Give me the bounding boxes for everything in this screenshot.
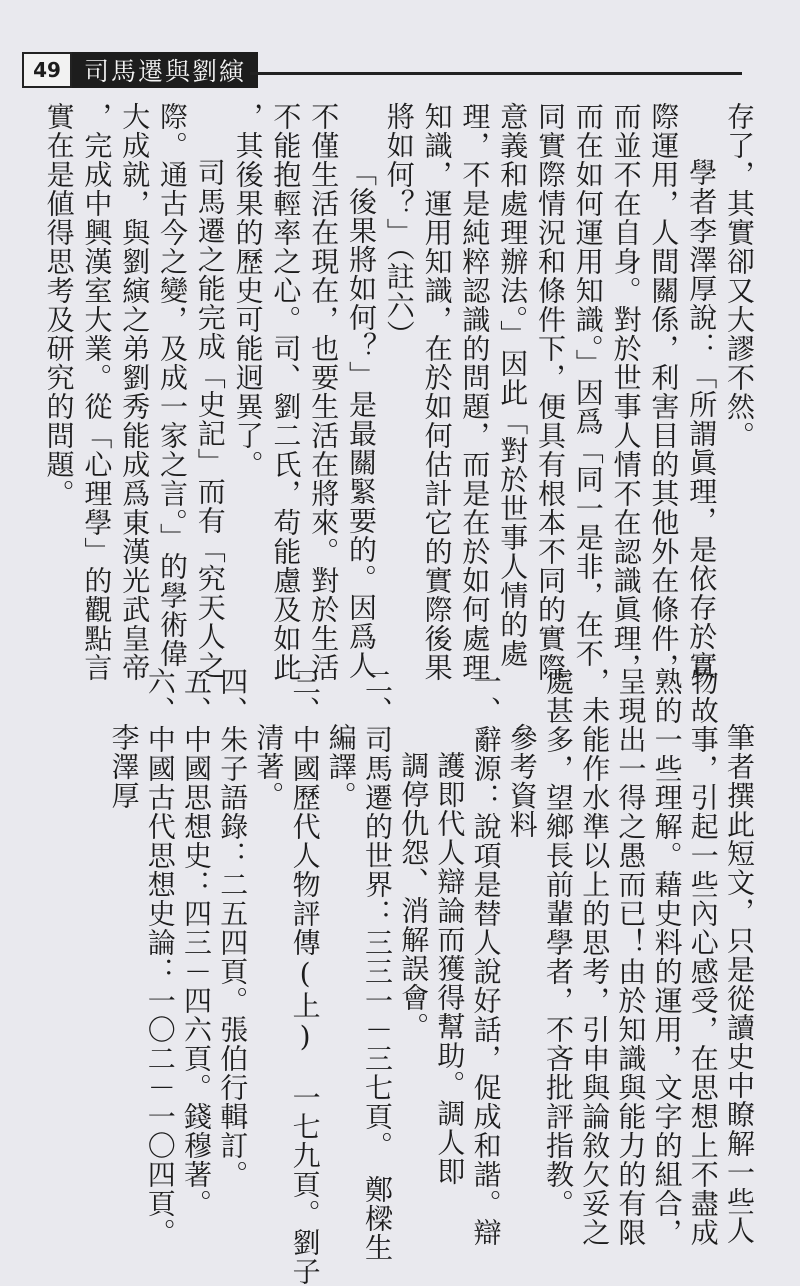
body-text-column: 實在是値得思考及研究的問題。: [42, 102, 76, 508]
body-text-column: 「後果將如何？」是最關緊要的。因爲人: [345, 158, 378, 680]
body-text-column: 存了，其實卻又大謬不然。: [723, 102, 756, 450]
body-text-column: 學者李澤厚說：「所謂眞理，是依存於實: [685, 158, 719, 680]
body-text-column: 同實際情況和條件下，便具有根本不同的實際: [534, 102, 567, 682]
reference-text-column: 調停仇怨、消解誤會。: [397, 751, 431, 1041]
reference-text-column: 李澤厚: [107, 723, 141, 810]
body-text-column: 司馬遷之能完成「史記」而有「究天人之: [193, 158, 227, 680]
reference-text-column: 物故事，引起一些內心感受，在思想上不盡成: [686, 667, 720, 1247]
page-header: [22, 52, 258, 88]
body-text-column: 將如何？」（註六）: [382, 102, 416, 349]
body-text-column: 不能抱輕率之心。司、劉二氏，苟能慮及如此: [269, 102, 303, 682]
body-text-column: 際。通古今之變，及成一家之言。」的學術偉: [156, 102, 189, 668]
reference-text-column: 一、辭源：說項是替人說好話，促成和諧。辯: [469, 667, 503, 1247]
running-title: 司馬遷與劉縯: [72, 52, 258, 88]
reference-text-column: 處甚多，望鄉長前輩學者，不吝批評指教。: [542, 667, 575, 1218]
body-text-column: 理，不是純粹認識的問題，而是在於如何處理: [458, 102, 492, 682]
body-text-column: 而並不在自身。對於世事人情不在認識眞理，: [609, 102, 643, 682]
reference-text-column: 四、朱子語錄：二五四頁。張伯行輯訂。: [216, 667, 250, 1189]
body-text-column: ，完成中興漢室大業。從「心理學」的觀點言: [80, 102, 114, 682]
body-text-column: 而在如何運用知識。」因爲「同一是非，在不: [571, 102, 605, 668]
page-number: 49: [22, 52, 72, 88]
reference-text-column: 五、中國思想史：四三－四六頁。錢穆著。: [180, 667, 213, 1218]
reference-text-column: 護即代人辯論而獲得幫助。調人即: [433, 751, 467, 1186]
reference-text-column: 清著。: [252, 723, 286, 810]
reference-text-column: 二、司馬遷的世界：三三一－三七頁。 鄭樑生: [361, 667, 394, 1262]
header-rule: [250, 72, 742, 75]
body-text-column: 意義和處理辦法。」因此「對於世事人情的處: [496, 102, 530, 668]
reference-text-column: 三、中國歷代人物評傳(上) 一七九頁。劉子: [288, 667, 322, 1286]
reference-text-column: 參考資料: [505, 723, 539, 839]
reference-text-column: 熟的一些理解。藉史料的運用，文字的組合，: [650, 667, 684, 1247]
reference-text-column: 筆者撰此短文，只是從讀史中瞭解一些人: [723, 723, 756, 1245]
reference-text-column: ，未能作水準以上的思考，引申與論敘欠妥之: [578, 667, 612, 1247]
reference-text-column: 編譯。: [324, 723, 358, 810]
body-text-column: ，其後果的歷史可能迥異了。: [231, 102, 265, 479]
reference-text-column: 六、中國古代思想史論：一〇二－一〇四頁。: [143, 667, 177, 1247]
body-text-column: 不僅生活在現在，也要生活在將來。對於生活: [307, 102, 341, 682]
body-text-column: 際運用，人間關係，利害目的其他外在條件，: [647, 102, 681, 682]
reference-text-column: 呈現出一得之愚而已！由於知識與能力的有限: [614, 667, 648, 1247]
body-text-column: 知識，運用知識，在於如何估計它的實際後果: [420, 102, 454, 682]
body-text-column: 大成就，與劉縯之弟劉秀能成爲東漢光武皇帝: [118, 102, 152, 682]
